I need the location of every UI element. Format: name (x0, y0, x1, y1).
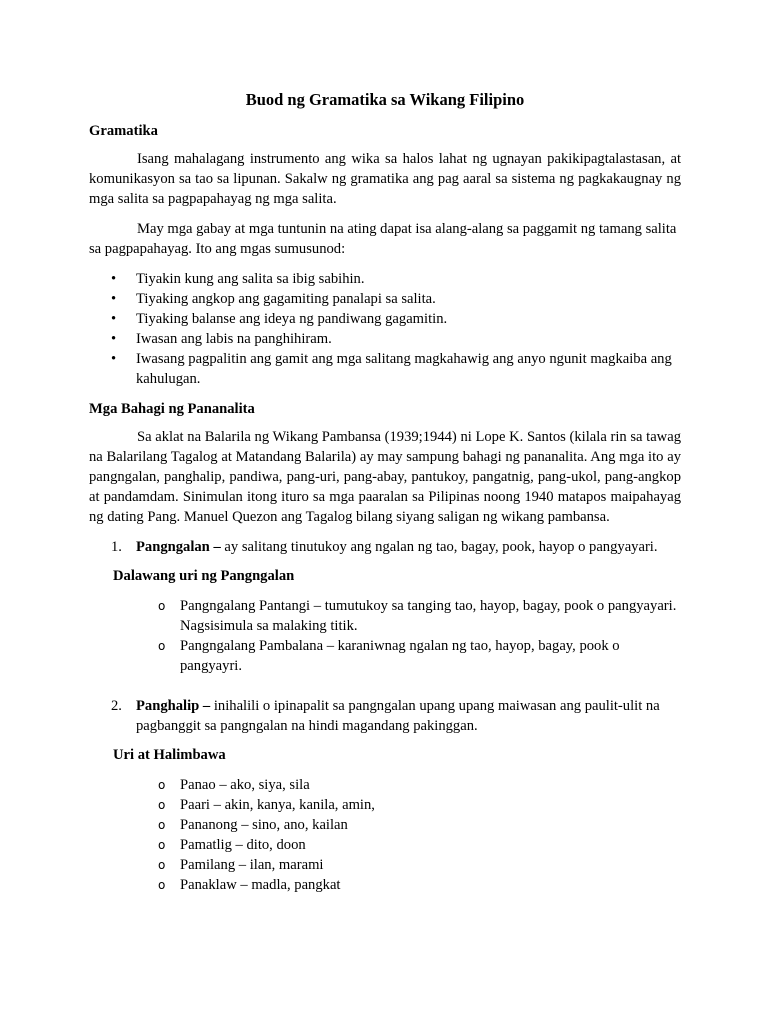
circle-bullet-icon: o (158, 639, 166, 653)
bullet-icon: • (111, 311, 117, 327)
circle-bullet-icon: o (158, 599, 166, 613)
list-item: • Iwasang pagpalitin ang gamit ang mga salitang magkahawig ang anyo ngunit magkaiba ang kahulugan. (111, 351, 672, 387)
circle-bullet-icon: o (158, 878, 166, 892)
subheading-uri-at-halimbawa: Uri at Halimbawa (113, 747, 226, 763)
numbered-item-2 (89, 696, 681, 736)
definition: ay salitang tinutukoy ang ngalan ng tao, bagay, pook, hayop o pangyayari. (220, 539, 658, 555)
numbered-item-1 (89, 537, 681, 557)
section-heading-gramatika: Gramatika (89, 123, 158, 139)
bullet-icon: • (111, 351, 117, 367)
circle-bullet-icon: o (158, 778, 166, 792)
list-item: o Pangngalang Pantangi – tumutukoy sa tanging tao, hayop, bagay, pook o pangyayari. Nagsisimula sa malaking titik. (158, 598, 677, 634)
paragraph: May mga gabay at mga tuntunin na ating dapat isa alang-alang sa paggamit ng tamang salita sa pagpapahayag. Ito ang mgas sumusunod: (89, 221, 677, 257)
list-item: • Tiyaking balanse ang ideya ng pandiwang gagamitin. (111, 311, 448, 327)
noun-types-list (89, 596, 681, 676)
list-item: o Paari – akin, kanya, kanila, amin, (158, 797, 375, 813)
definition: inihalili o ipinapalit sa pangngalan upang upang maiwasan ang paulit-ulit na pagbanggit sa pangngalan na hindi magandang pakinggan. (136, 698, 660, 734)
section-heading-bahagi: Mga Bahagi ng Pananalita (89, 401, 255, 417)
item-number: 2. (111, 698, 122, 714)
list-item (89, 696, 681, 736)
bullet-icon: • (111, 331, 117, 347)
list-item: o Pamilang – ilan, marami (158, 857, 324, 873)
subheading-dalawang-uri: Dalawang uri ng Pangngalan (113, 568, 295, 584)
term-panghalip: Panghalip – (136, 698, 211, 714)
document-page (89, 88, 681, 895)
list-item: • Tiyakin kung ang salita sa ibig sabihin. (111, 271, 365, 287)
list-item (89, 537, 681, 557)
term-pangngalan: Pangngalan – (136, 539, 221, 555)
item-number: 1. (111, 539, 122, 555)
paragraph: Sa aklat na Balarila ng Wikang Pambansa (1939;1944) ni Lope K. Santos (kilala rin sa tawag na Balarilang Tagalog at Matandang Balarila) ay may sampung bahagi ng pananalita. Ang mga ito ay pangngalan, panghalip, pandiwa, pang-uri, pang-abay, pantukoy, pangatnig, pang-ukol, pang-angkop at pandamdam. Sinimulan itong ituro sa mga paaralan sa Pilipinas noong 1940 matapos maipahayag ng dating Pang. Manuel Quezon ang Tagalog bilang siyang saligan ng wikang pambansa. (89, 429, 681, 525)
document-title: Buod ng Gramatika sa Wikang Filipino (245, 90, 525, 109)
bullet-icon: • (111, 271, 117, 287)
list-item: o Pamatlig – dito, doon (158, 837, 306, 853)
list-item: • Tiyaking angkop ang gagamiting panalapi sa salita. (111, 291, 436, 307)
list-item: o Pangngalang Pambalana – karaniwnag ngalan ng tao, hayop, bagay, pook o pangyayri. (158, 638, 620, 674)
bullet-icon: • (111, 291, 117, 307)
list-item: o Pananong – sino, ano, kailan (158, 817, 348, 833)
pronoun-examples-list (89, 775, 681, 895)
circle-bullet-icon: o (158, 858, 166, 872)
paragraph: Isang mahalagang instrumento ang wika sa halos lahat ng ugnayan pakikipagtalastasan, at komunikasyon sa tao sa lipunan. Sakalw ng gramatika ang pag aaral sa sistema ng pagkakaugnay ng mga salita sa pagpapahayag ng mga salita. (89, 151, 681, 207)
list-item: o Panao – ako, siya, sila (158, 777, 310, 793)
circle-bullet-icon: o (158, 818, 166, 832)
list-item: • Iwasan ang labis na panghihiram. (111, 331, 332, 347)
list-item: o Panaklaw – madla, pangkat (158, 877, 341, 893)
circle-bullet-icon: o (158, 798, 166, 812)
circle-bullet-icon: o (158, 838, 166, 852)
guideline-list (89, 269, 681, 389)
